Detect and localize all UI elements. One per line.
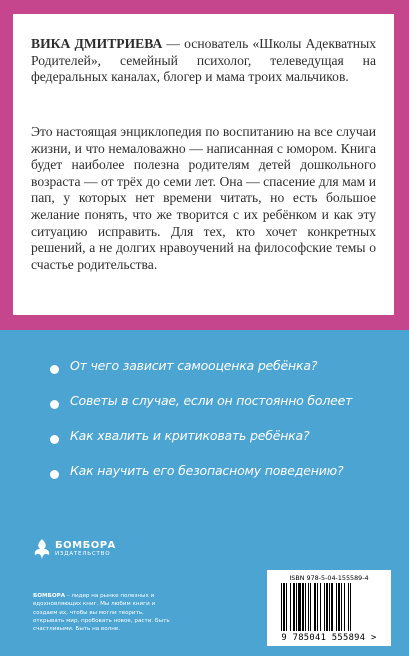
bullet-dot-icon — [50, 470, 59, 479]
publisher-blurb — [33, 592, 173, 633]
topic-item — [50, 428, 400, 463]
barcode-box — [267, 570, 391, 646]
topic-item — [50, 358, 400, 393]
topic-text: От чего зависит самооценка ребёнка? — [70, 358, 318, 373]
description-box — [13, 14, 394, 315]
wave-logo-icon — [33, 538, 51, 560]
publisher-name: БОМБОРА — [55, 540, 116, 551]
blurb-publisher-name: БОМБОРА — [33, 593, 66, 599]
topic-item — [50, 393, 400, 428]
bullet-dot-icon — [50, 400, 59, 409]
author-bio — [31, 36, 376, 94]
topic-text: Как научить его безопасному поведению? — [70, 463, 344, 478]
author-bio-text: — основатель «Школы Адекватных Родителей», семейный психолог, телеведущая на федеральных каналах, блогер и мама троих мальчиков. — [31, 36, 376, 85]
barcode-digits: 9 785041 555894 > — [281, 633, 377, 643]
isbn-text: ISBN 978-5-04-155589-4 — [289, 574, 369, 582]
barcode-image — [281, 583, 381, 631]
author-name: ВИКА ДМИТРИЕВА — [31, 36, 163, 51]
book-description: Это настоящая энциклопедия по воспитанию на все случаи жизни, и что немаловажно — написанная с юмором. Книга будет наиболее полезна родителям детей дошкольного возраста — от трёх до семи лет. Она — спасение для мам и пап, у которых нет времени читать, но есть большое желание понять, что же творится с их ребёнком и как эту ситуацию исправить. Для тех, кто хочет конкретных решений, а не долгих нравоучений на философские темы о счастье родительства. — [31, 124, 376, 272]
topic-item — [50, 463, 400, 498]
topic-text: Как хвалить и критиковать ребёнка? — [70, 428, 310, 443]
publisher-logo — [33, 538, 143, 560]
bullet-dot-icon — [50, 365, 59, 374]
topics-list — [50, 358, 400, 498]
bullet-dot-icon — [50, 435, 59, 444]
publisher-subtitle: ИЗДАТЕЛЬСТВО — [55, 551, 111, 557]
topic-text: Советы в случае, если он постоянно болеет — [70, 393, 353, 408]
blurb-text: – лидер на рынке полезных и вдохновляющих книг. Мы любим книги и создаем их, чтобы вы могли творить, открывать мир, пробовать новое, расти. Быть счастливыми. Быть на волне. — [33, 593, 170, 633]
